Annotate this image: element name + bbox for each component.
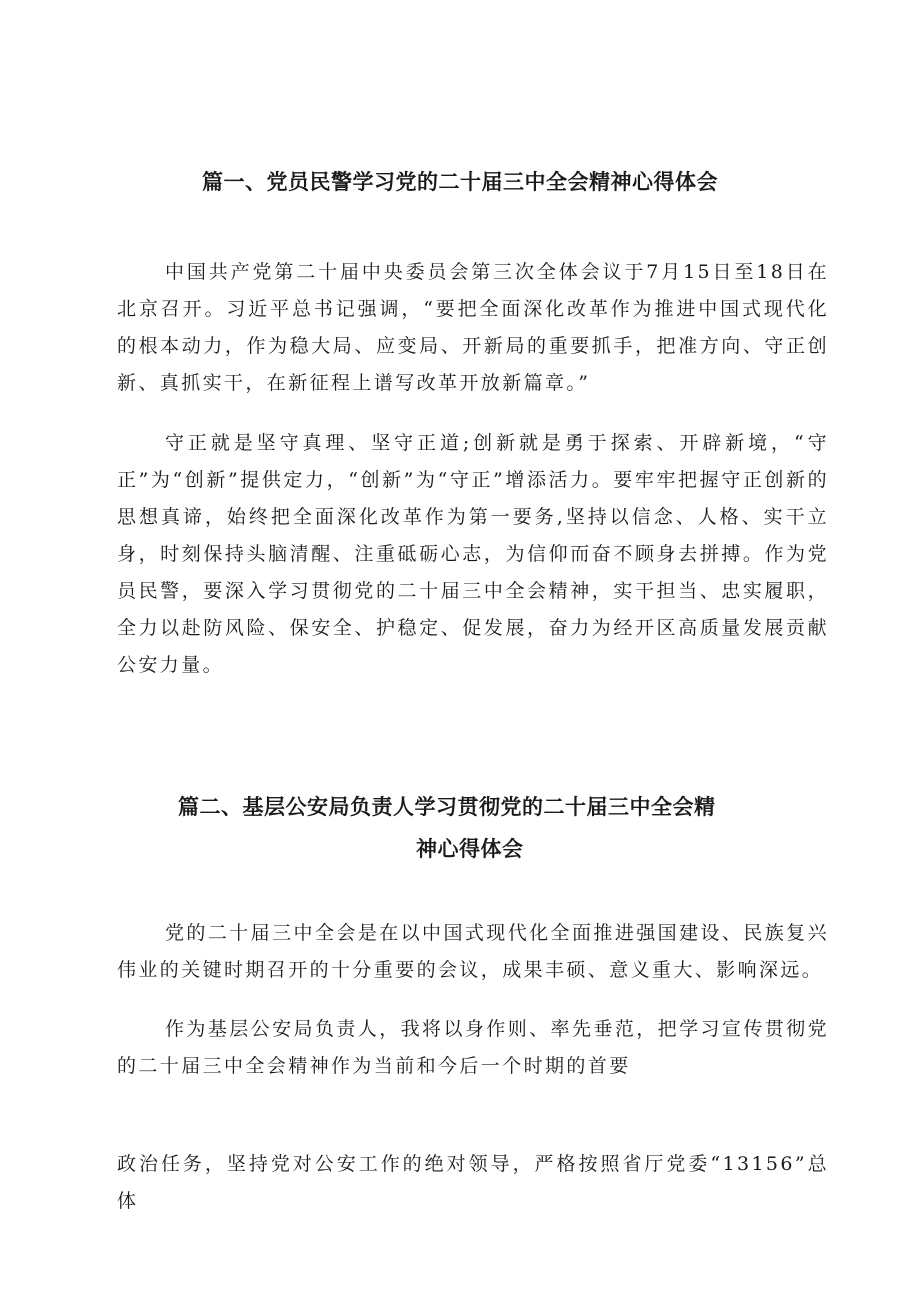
section1-paragraph-2: 守正就是坚守真理、坚守正道;创新就是勇于探索、开辟新境，“守正”为“创新”提供定力，“创新”为“守正”增添活力。要牢牢把握守正创新的思想真谛，始终把全面深化改革作为第一要务,坚持以信念、人格、实干立身，时刻保持头脑清醒、注重砥砺心志，为信仰而奋不顾身去拼搏。作为党员民警，要深入学习贯彻党的二十届三中全会精神，实干担当、忠实履职，全力以赴防风险、保安全、护稳定、促发展，奋力为经开区高质量发展贡献公安力量。: [117, 432, 829, 676]
section2-title-line1: 篇二、基层公安局负责人学习贯彻党的二十届三中全会精: [178, 795, 716, 819]
section2-title-line2: 神心得体会: [416, 837, 524, 861]
section1-paragraph-1: 中国共产党第二十届中央委员会第三次全体会议于7月15日至18日在北京召开。习近平总书记强调，“要把全面深化改革作为推进中国式现代化的根本动力，作为稳大局、应变局、开新局的重要抓手，把准方向、守正创新、真抓实干，在新征程上谱写改革开放新篇章。”: [117, 261, 829, 394]
section1-title: 篇一、党员民警学习党的二十届三中全会精神心得体会: [202, 170, 718, 194]
section2-title: [178, 786, 778, 870]
section2-paragraph-3: 政治任务，坚持党对公安工作的绝对领导，严格按照省厅党委“13156”总体: [117, 1153, 829, 1212]
section2-paragraph-1: 党的二十届三中全会是在以中国式现代化全面推进强国建设、民族复兴伟业的关键时期召开的十分重要的会议，成果丰硕、意义重大、影响深远。: [117, 922, 829, 981]
section2-paragraph-2: 作为基层公安局负责人，我将以身作则、率先垂范，把学习宣传贯彻党的二十届三中全会精神作为当前和今后一个时期的首要: [117, 1018, 829, 1077]
